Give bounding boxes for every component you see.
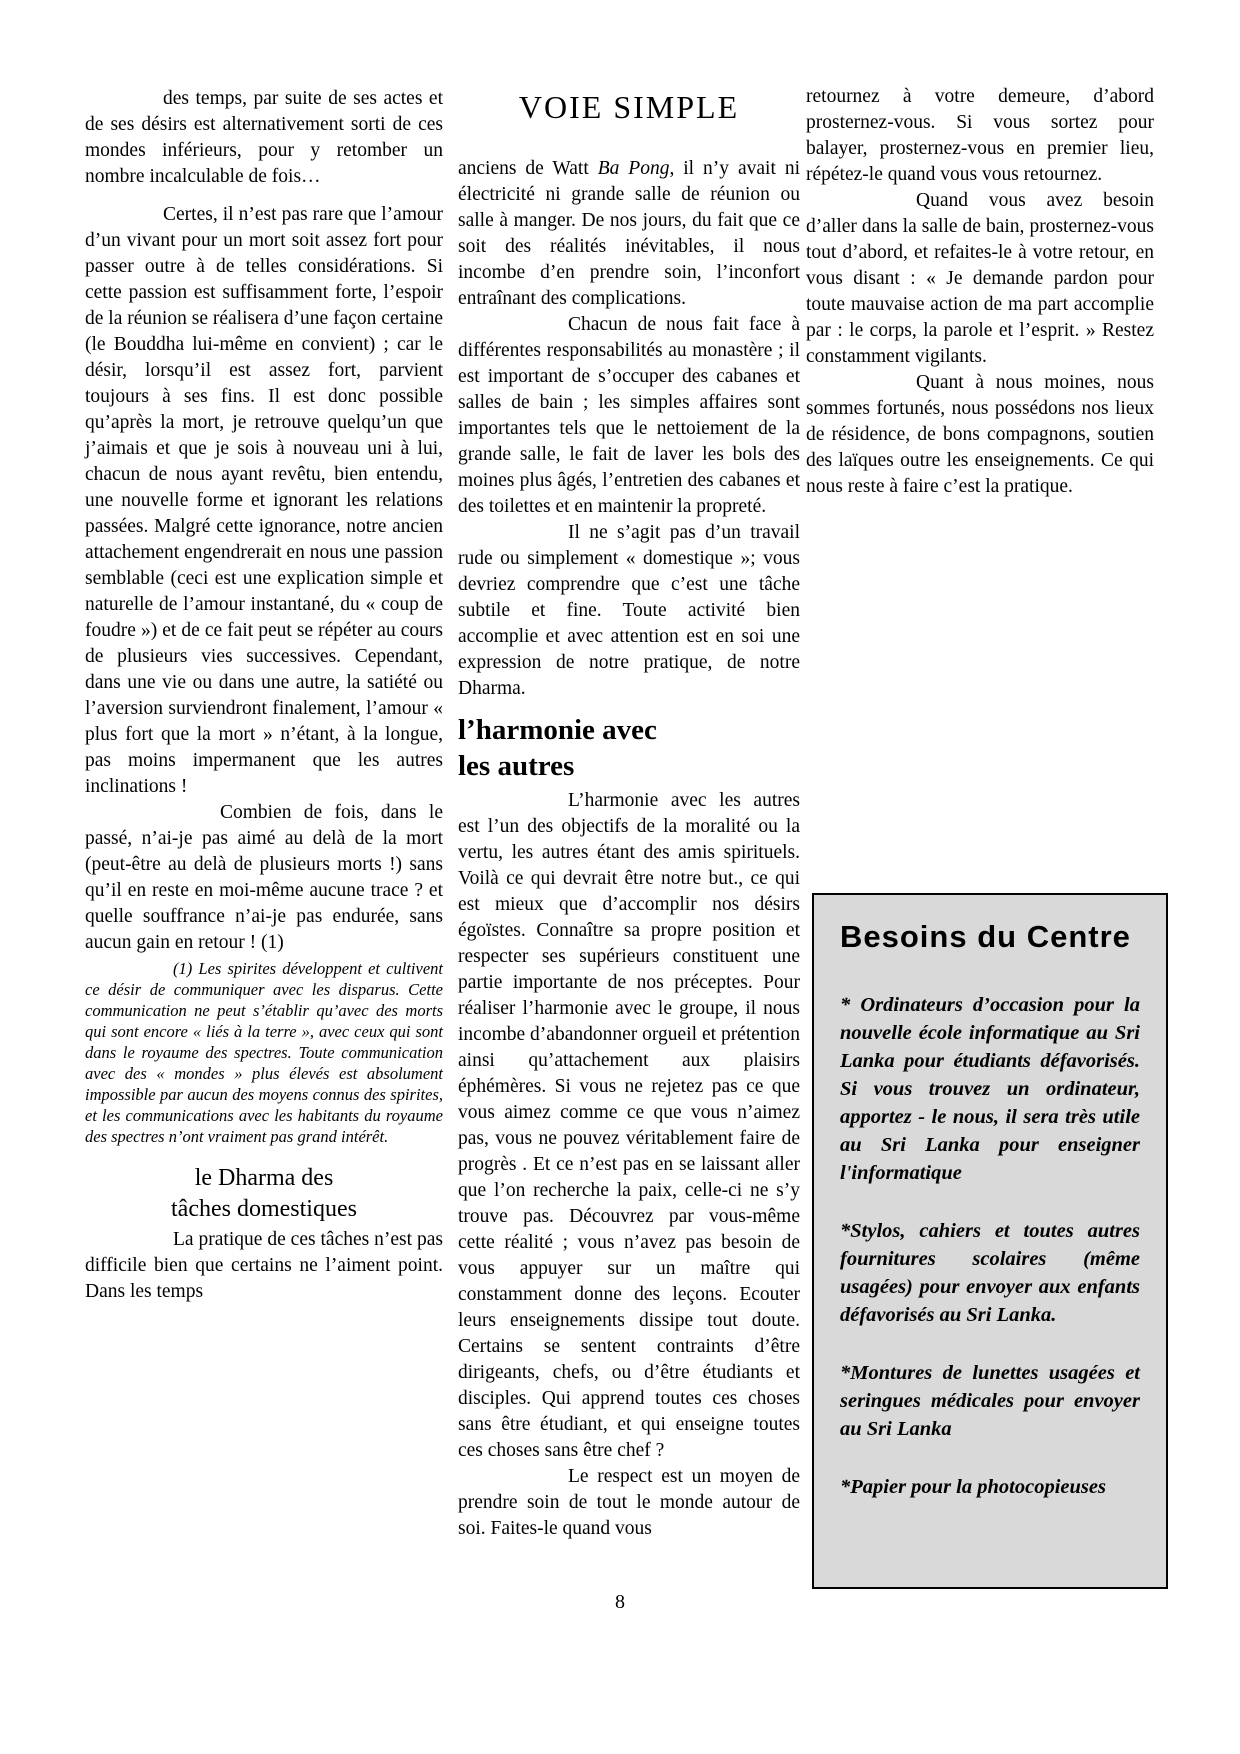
needs-item: *Montures de lunettes usagées et seringues médicales pour envoyer au Sri Lanka [840,1362,1140,1440]
article-title: VOIE SIMPLE [518,89,740,125]
page-number: 8 [615,1591,625,1613]
italic-text-run: Ba Pong [597,158,670,179]
heading-line: tâches domestiques [171,1196,357,1222]
paragraph-continuation [458,156,800,312]
middle-column [458,88,800,1542]
paragraph: Il ne s’agit pas d’un travail rude ou simplement « domestique »; vous devriez comprendre que c’est une tâche subtile et fine. Toute activité bien accomplie et avec attention est en soi une expression de notre pratique, de notre Dharma. [458,522,800,699]
section-heading-dharma [85,1163,443,1225]
paragraph: Quand vous avez besoin d’aller dans la salle de bain, prosternez-vous tout d’abord, et refaites-le à votre retour, en vous disant : « Je demande pardon pour toute mauvaise action de ma part accomplie par : le corps, la parole et l’esprit. » Restez constamment vigilants. [806,190,1154,367]
paragraph: Quant à nous moines, nous sommes fortunés, nous possédons nos lieux de résidence, de bons compagnons, soutien des laïques outre les enseignements. Ce qui nous reste à faire c’est la pratique. [806,372,1154,497]
left-column [85,86,443,1305]
footnote: (1) Les spirites développent et cultivent ce désir de communiquer avec les disparus. Cette communication ne peut s’établir qu’avec des morts qui sont encore « liés à la terre », avec ceux qui sont dans le royaume des spectres. Toute communication avec des « mondes » plus élevés est absolument impossible par aucun des moyens connus des spirites, et les communications avec les habitants du royaume des spectres n’ont vraiment pas grand intérêt. [85,959,443,1146]
needs-box-title: Besoins du Centre [840,919,1131,954]
heading-line: les autres [458,750,575,782]
needs-box [812,893,1168,1589]
heading-line: l’harmonie avec [458,714,657,746]
paragraph: L’harmonie avec les autres est l’un des objectifs de la moralité ou la vertu, les autres étant des amis spirituels. Voilà ce qui devrait être notre but., ce qui est mieux que d’accomplir nos désirs égoïstes. Connaître sa propre position et respecter ses supérieurs constituent une partie importante de nos préceptes. Pour réaliser l’harmonie avec le groupe, il nous incombe d’abandonner orgueil et prétention ainsi qu’attachement aux plaisirs éphémères. Si vous ne rejetez pas ce que vous aimez comme ce que vous n’aimez pas, vous ne pouvez véritablement faire de progrès . Et ce n’est pas en se laissant aller que l’on recherche la paix, celle-ci ne s’y trouve pas. Découvrez par vous-même cette réalité ; vous n’avez pas besoin de vous appuyer sur un maître qui constamment donne des leçons. Ecouter leurs enseignements dissipe tout doute. Certains se sentent contraints d’être dirigeants, chefs, ou d’être étudiants et disciples. Qui apprend toutes ces choses sans être étudiant, et qui enseigne toutes ces choses sans être chef ? [458,790,800,1461]
paragraph: Certes, il n’est pas rare que l’amour d’un vivant pour un mort soit assez fort pour passer outre à de telles considérations. Si cette passion est suffisamment forte, l’espoir de la réunion se réalisera d’une façon certaine (le Bouddha lui-même en convient) ; car le désir, lorsqu’il est assez fort, parvient toujours à ses fins. Il est donc possible qu’après la mort, je retrouve quelqu’un que j’aimais et que je sois à nouveau uni à lui, chacun de nous ayant revêtu, bien entendu, une nouvelle forme et ignorant les relations passées. Malgré cette ignorance, notre ancien attachement engendrerait en nous une passion semblable (ceci est une explication simple et naturelle de l’amour instantané, du « coup de foudre ») et de ce fait peut se répéter au cours de plusieurs vies successives. Cependant, dans une vie ou dans une autre, la satiété ou l’aversion surviendront finalement, l’amour « plus fort que la mort » n’étant, à la longue, pas moins impermanent que les autres inclinations ! [85,204,443,797]
needs-item: * Ordinateurs d’occasion pour la nouvelle école informatique au Sri Lanka pour étudiants défavorisés. Si vous trouvez un ordinateur, apportez - le nous, il sera très utile au Sri Lanka pour enseigner l'informatique [840,994,1140,1184]
paragraph: La pratique de ces tâches n’est pas difficile bien que certains ne l’aiment point. Dans les temps [85,1229,443,1302]
heading-line: le Dharma des [194,1165,334,1191]
needs-item: *Stylos, cahiers et toutes autres fournitures scolaires (même usagées) pour envoyer aux enfants défavorisés au Sri Lanka. [840,1220,1140,1326]
section-heading-harmonie [458,712,800,784]
paragraph-continuation: retournez à votre demeure, d’abord prosternez-vous. Si vous sortez pour balayer, prosternez-vous en premier lieu, répétez-le quand vous vous retournez. [806,86,1154,185]
right-column [806,84,1154,500]
paragraph: Chacun de nous fait face à différentes responsabilités au monastère ; il est important de s’occuper des cabanes et salles de bain ; les simples affaires sont importantes tels que le nettoiement de la grande salle, le fait de laver les bols des moines plus âgés, l’entretien des cabanes et des toilettes et en maintenir la propreté. [458,314,800,517]
paragraph: Combien de fois, dans le passé, n’ai-je pas aimé au delà de la mort (peut-être au delà de plusieurs morts !) sans qu’il en reste en moi-même aucune trace ? et quelle souffrance n’ai-je pas endurée, sans aucun gain en retour ! (1) [85,802,443,953]
text-run: anciens de Watt [458,158,598,179]
paragraph: Le respect est un moyen de prendre soin de tout le monde autour de soi. Faites-le quand vous [458,1466,800,1539]
paragraph-continuation: des temps, par suite de ses actes et de ses désirs est alternativement sorti de ces mondes inférieurs, pour y retomber un nombre incalculable de fois… [85,88,443,187]
needs-item: *Papier pour la photocopieuses [840,1476,1106,1498]
text-run: , il n’y avait ni électricité ni grande salle de réunion ou salle à manger. De nos jours, du fait que ce soit des réalités inévitables, il nous incombe d’en prendre soin, l’inconfort entraînant des complications. [458,158,800,309]
